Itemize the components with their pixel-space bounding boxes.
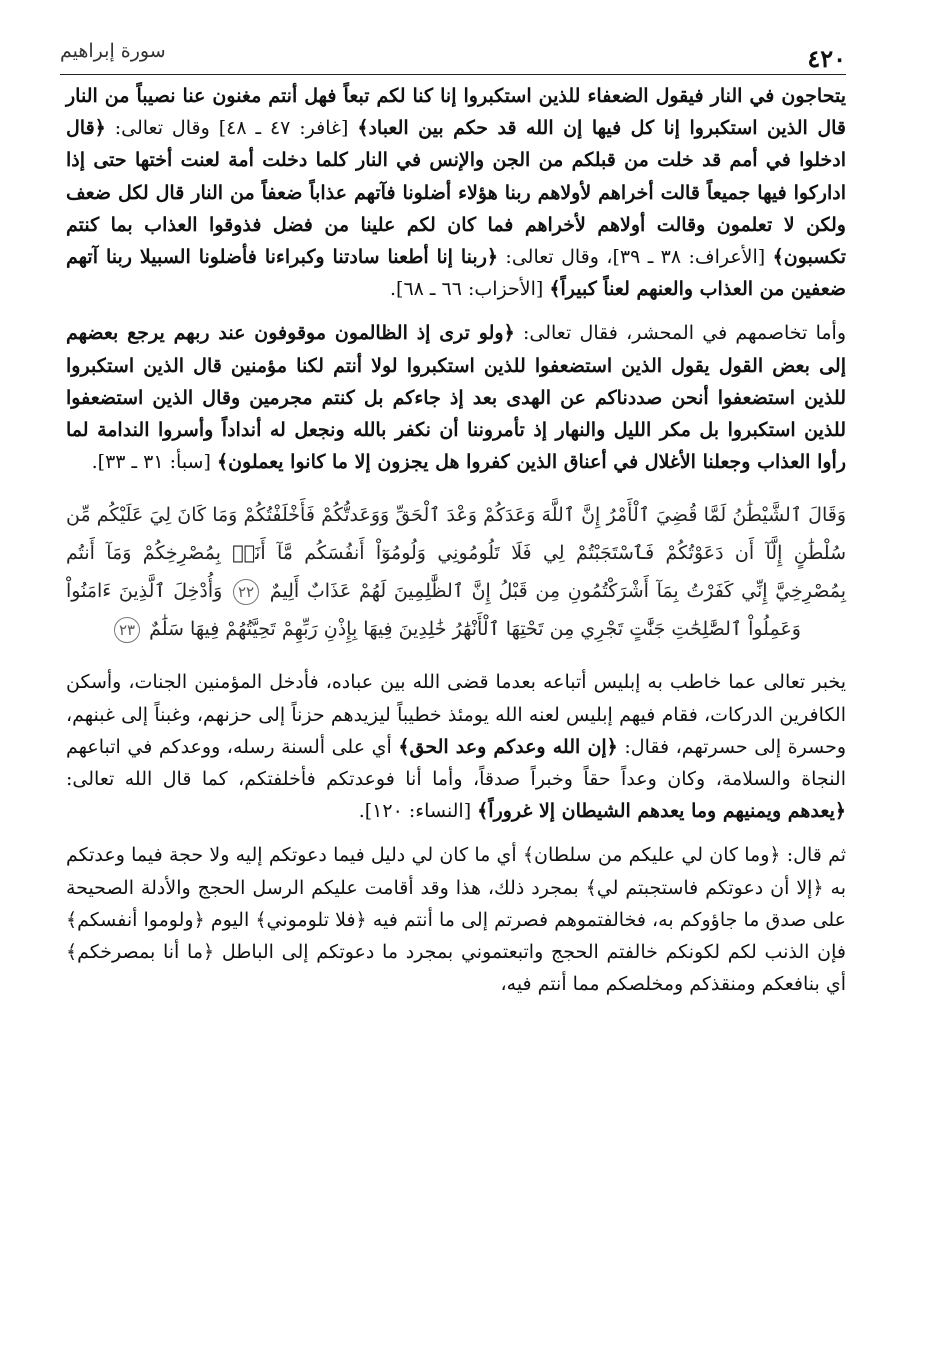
reference-ghafir: [غافر: ٤٧ ـ ٤٨] وقال تعالى: — [105, 117, 358, 140]
verse-quote: ﴿إلا أن دعوتكم فاستجبتم لي﴾ — [585, 876, 824, 899]
text-segment: فإن الذنب لكم لكونكم خالفتم الحجج واتبعتموني بمجرد ما دعوتكم إلى الباطل — [214, 941, 846, 964]
text-segment: أي على ألسنة رسله، ووعدكم في اتباعهم النجاة والسلامة، وكان وعداً حقاً وخبراً صدقاً، وأما أنا فوعدتكم فأخلفتكم، كما قال الله تعالى: — [66, 735, 846, 791]
verse-ahzab: ﴿ربنا إنا أطعنا سادتنا وكبراءنا فأضلونا السبيلا ربنا آتهم ضعفين من العذاب والعنهم لعناً كبيراً﴾ — [66, 246, 846, 301]
paragraph-1 — [66, 80, 846, 305]
quran-verses-block — [66, 496, 846, 648]
ayah-number-marker: ٢٣ — [114, 617, 140, 643]
text-segment: أي ما كان لي دليل فيما دعوتكم إليه ولا حجة فيما وعدتكم به — [66, 844, 847, 899]
quran-verse-23: وَأُدْخِلَ ٱلَّذِينَ ءَامَنُواْ وَعَمِلُواْ ٱلصَّٰلِحَٰتِ جَنَّٰتٍ تَجْرِي مِن تَحْتِهَا ٱلْأَنْهَٰرُ خَٰلِدِينَ فِيهَا بِإِذْنِ رَبِّهِمْ تَحِيَّتُهُمْ فِيهَا سَلَٰمٌ — [66, 580, 801, 641]
surah-name: سورة إبراهيم — [60, 40, 166, 62]
verse-araf: ﴿قال ادخلوا في أمم قد خلت من قبلكم من الجن والإنس في النار كلما دخلت أمة لعنت أختها حتى إذا اداركوا فيها جميعاً قالت أخراهم لأولاهم ربنا هؤلاء أضلونا فآتهم عذاباً ضعفاً من النار قال لكل ضعف ولكن لا تعلمون وقالت أولاهم لأخراهم فما كان لكم علينا من فضل فذوقوا العذاب بما كنتم تكسبون﴾ — [66, 117, 846, 269]
text-segment: أي بنافعكم ومنقذكم ومخلصكم مما أنتم فيه، — [500, 973, 846, 996]
reference-ahzab: [الأحزاب: ٦٦ ـ ٦٨]. — [390, 278, 550, 301]
verse-quote: ﴿إن الله وعدكم وعد الحق﴾ — [398, 735, 618, 758]
text-segment: بمجرد ذلك، هذا وقد أقامت عليكم الرسل الحجج والأدلة الصحيحة على صدق ما جاؤوكم به، فخالفتموهم فصرتم إلى ما أنتم فيه — [66, 876, 846, 931]
text-segment: ثم قال: — [780, 844, 847, 867]
paragraph-2-intro: وأما تخاصمهم في المحشر، فقال تعالى: — [514, 322, 846, 345]
verse-quote: ﴿يعدهم ويمنيهم وما يعدهم الشيطان إلا غروراً﴾ — [477, 800, 846, 823]
paragraph-3 — [66, 666, 846, 827]
reference-araf: [الأعراف: ٣٨ ـ ٣٩]، وقال تعالى: — [498, 246, 773, 269]
verse-quote: ﴿فلا تلوموني﴾ — [255, 908, 367, 931]
page-header — [60, 38, 846, 75]
reference-nisa: [النساء: ١٢٠]. — [358, 800, 478, 823]
reference-saba: [سبأ: ٣١ ـ ٣٣]. — [91, 451, 217, 474]
verse-ghafir: يتحاجون في النار فيقول الضعفاء للذين استكبروا إنا كنا لكم تبعاً فهل أنتم مغنون عنا نصيباً من النار قال الذين استكبروا إنا كل فيها إن الله قد حكم بين العباد﴾ — [66, 85, 847, 140]
page-content — [66, 80, 846, 1000]
paragraph-4 — [66, 839, 846, 1000]
verse-saba: ﴿ولو ترى إذ الظالمون موقوفون عند ربهم يرجع بعضهم إلى بعض القول يقول الذين استضعفوا للذين استكبروا لولا أنتم لكنا مؤمنين قال الذين استكبروا للذين استضعفوا أنحن صددناكم عن الهدى بعد إذ جاءكم بل كنتم مجرمين وقال الذين استضعفوا للذين استكبروا بل مكر الليل والنهار إذ تأمروننا أن نكفر بالله ونجعل له أنداداً وأسروا الندامة لما رأوا العذاب وجعلنا الأغلال في أعناق الذين كفروا هل يجزون إلا ما كانوا يعملون﴾ — [66, 322, 846, 474]
verse-quote: ﴿ما أنا بمصرخكم﴾ — [66, 941, 215, 964]
paragraph-2 — [66, 317, 846, 478]
page-number: ٤٢٠ — [807, 44, 846, 73]
verse-quote: ﴿ولوموا أنفسكم﴾ — [66, 908, 205, 931]
verse-quote: ﴿وما كان لي عليكم من سلطان﴾ — [522, 844, 781, 867]
ayah-number-marker: ٢٢ — [233, 579, 259, 605]
text-segment: يخبر تعالى عما خاطب به إبليس أتباعه بعدما قضى الله بين عباده، فأدخل المؤمنين الجنات، وأسكن الكافرين الدركات، فقام فيهم إبليس لعنه الله يومئذ خطيباً ليزيدهم حزناً إلى حزنهم، وغبناً إلى غبنهم، وحسرة إلى حسرتهم، فقال: — [66, 671, 846, 758]
quran-verse-22: وَقَالَ ٱلشَّيْطَٰنُ لَمَّا قُضِيَ ٱلْأَمْرُ إِنَّ ٱللَّهَ وَعَدَكُمْ وَعْدَ ٱلْحَقِّ وَوَعَدتُّكُمْ فَأَخْلَفْتُكُمْ وَمَا كَانَ لِيَ عَلَيْكُم مِّن سُلْطَٰنٍ إِلَّآ أَن دَعَوْتُكُمْ فَٱسْتَجَبْتُمْ لِي فَلَا تَلُومُونِي وَلُومُوٓاْ أَنفُسَكُم مَّآ أَنَا۠ بِمُصْرِخِكُمْ وَمَآ أَنتُم بِمُصْرِخِيَّ إِنِّي كَفَرْتُ بِمَآ أَشْرَكْتُمُونِ مِن قَبْلُ إِنَّ ٱلظَّٰلِمِينَ لَهُمْ عَذَابٌ أَلِيمٌ — [66, 504, 847, 603]
text-segment: اليوم — [204, 908, 256, 931]
